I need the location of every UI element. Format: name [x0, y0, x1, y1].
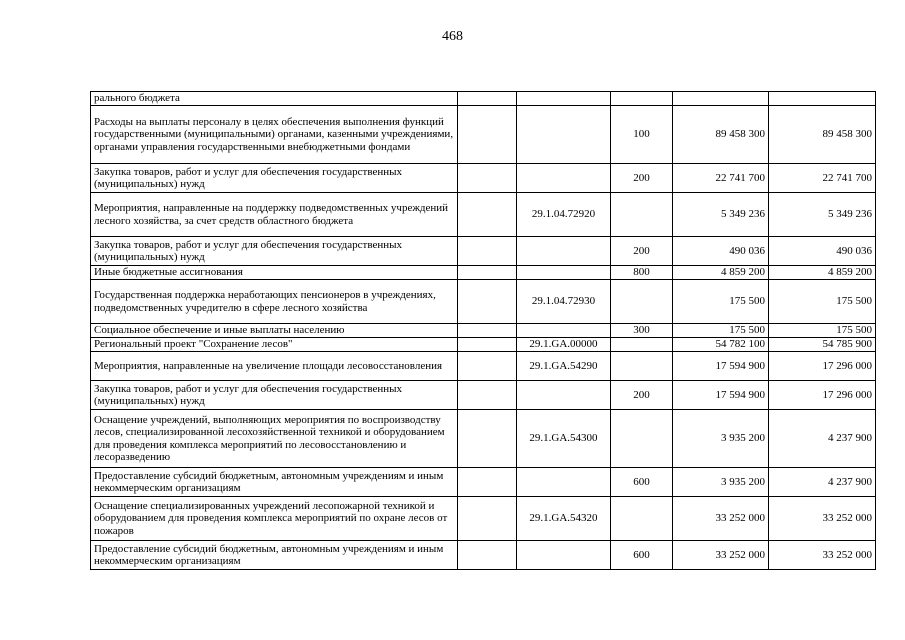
target-article-cell: [517, 106, 611, 164]
table-row: [91, 381, 876, 410]
amount-year2-cell: 4 237 900: [769, 468, 876, 497]
amount-year2-cell: 89 458 300: [769, 106, 876, 164]
section-cell: [458, 381, 517, 410]
expense-type-cell: [611, 280, 673, 324]
expense-name-cell: Социальное обеспечение и иные выплаты населению: [91, 324, 458, 338]
amount-year2-cell: 17 296 000: [769, 381, 876, 410]
table-row: [91, 193, 876, 237]
amount-year1-cell: 490 036: [673, 237, 769, 266]
target-article-cell: [517, 468, 611, 497]
section-cell: [458, 92, 517, 106]
amount-year1-cell: 4 859 200: [673, 266, 769, 280]
section-cell: [458, 541, 517, 570]
expense-name-cell: Закупка товаров, работ и услуг для обеспечения государственных (муниципальных) нужд: [91, 381, 458, 410]
expense-name-cell: Закупка товаров, работ и услуг для обеспечения государственных (муниципальных) нужд: [91, 237, 458, 266]
amount-year1-cell: 89 458 300: [673, 106, 769, 164]
expense-type-cell: [611, 410, 673, 468]
amount-year2-cell: 175 500: [769, 280, 876, 324]
section-cell: [458, 352, 517, 381]
section-cell: [458, 324, 517, 338]
expense-name-cell: Предоставление субсидий бюджетным, автономным учреждениям и иным некоммерческим организациям: [91, 468, 458, 497]
target-article-cell: [517, 237, 611, 266]
amount-year2-cell: 17 296 000: [769, 352, 876, 381]
amount-year2-cell: 490 036: [769, 237, 876, 266]
section-cell: [458, 237, 517, 266]
section-cell: [458, 410, 517, 468]
target-article-cell: [517, 541, 611, 570]
table-row: [91, 410, 876, 468]
expense-name-cell: Предоставление субсидий бюджетным, автономным учреждениям и иным некоммерческим организациям: [91, 541, 458, 570]
table-row: [91, 497, 876, 541]
target-article-cell: 29.1.GA.54300: [517, 410, 611, 468]
target-article-cell: [517, 324, 611, 338]
target-article-cell: [517, 92, 611, 106]
table-row: [91, 324, 876, 338]
amount-year1-cell: 33 252 000: [673, 497, 769, 541]
expense-type-cell: [611, 497, 673, 541]
target-article-cell: 29.1.04.72930: [517, 280, 611, 324]
expense-type-cell: 300: [611, 324, 673, 338]
table-row: [91, 164, 876, 193]
expense-type-cell: 600: [611, 468, 673, 497]
amount-year1-cell: 175 500: [673, 324, 769, 338]
amount-year1-cell: 3 935 200: [673, 410, 769, 468]
expense-name-cell: Мероприятия, направленные на поддержку подведомственных учреждений лесного хозяйства, за счет средств областного бюджета: [91, 193, 458, 237]
section-cell: [458, 280, 517, 324]
expense-type-cell: 100: [611, 106, 673, 164]
expense-type-cell: 800: [611, 266, 673, 280]
expense-name-cell: Мероприятия, направленные на увеличение площади лесовосстановления: [91, 352, 458, 381]
amount-year1-cell: [673, 92, 769, 106]
target-article-cell: [517, 164, 611, 193]
section-cell: [458, 106, 517, 164]
target-article-cell: 29.1.GA.54290: [517, 352, 611, 381]
target-article-cell: [517, 381, 611, 410]
section-cell: [458, 468, 517, 497]
table-row: [91, 237, 876, 266]
amount-year2-cell: 54 785 900: [769, 338, 876, 352]
expense-type-cell: 200: [611, 164, 673, 193]
amount-year2-cell: 33 252 000: [769, 497, 876, 541]
section-cell: [458, 497, 517, 541]
table-row: [91, 338, 876, 352]
expense-type-cell: [611, 352, 673, 381]
expense-type-cell: 600: [611, 541, 673, 570]
expense-name-cell: Региональный проект "Сохранение лесов": [91, 338, 458, 352]
expense-name-cell: Закупка товаров, работ и услуг для обеспечения государственных (муниципальных) нужд: [91, 164, 458, 193]
budget-table: [90, 91, 876, 570]
table-row: [91, 352, 876, 381]
amount-year1-cell: 175 500: [673, 280, 769, 324]
expense-name-cell: Оснащение специализированных учреждений лесопожарной техникой и оборудованием для проведения комплекса мероприятий по охране лесов от пожаров: [91, 497, 458, 541]
amount-year1-cell: 3 935 200: [673, 468, 769, 497]
expense-name-cell: Государственная поддержка неработающих пенсионеров в учреждениях, подведомственных учредителю в сфере лесного хозяйства: [91, 280, 458, 324]
amount-year1-cell: 54 782 100: [673, 338, 769, 352]
expense-name-cell: Расходы на выплаты персоналу в целях обеспечения выполнения функций государственными (муниципальными) органами, казенными учреждениями, органами управления государственными внебюджетными фондами: [91, 106, 458, 164]
expense-type-cell: 200: [611, 237, 673, 266]
section-cell: [458, 164, 517, 193]
table-row: [91, 266, 876, 280]
amount-year1-cell: 5 349 236: [673, 193, 769, 237]
expense-type-cell: [611, 338, 673, 352]
amount-year2-cell: 4 237 900: [769, 410, 876, 468]
amount-year2-cell: 4 859 200: [769, 266, 876, 280]
page-number: 468: [442, 29, 463, 44]
section-cell: [458, 338, 517, 352]
amount-year1-cell: 17 594 900: [673, 352, 769, 381]
amount-year1-cell: 22 741 700: [673, 164, 769, 193]
amount-year2-cell: 22 741 700: [769, 164, 876, 193]
expense-name-cell: Иные бюджетные ассигнования: [91, 266, 458, 280]
target-article-cell: 29.1.GA.00000: [517, 338, 611, 352]
expense-type-cell: 200: [611, 381, 673, 410]
table-row: [91, 541, 876, 570]
expense-type-cell: [611, 92, 673, 106]
amount-year2-cell: 5 349 236: [769, 193, 876, 237]
table-row: [91, 92, 876, 106]
table-row: [91, 468, 876, 497]
budget-table-body: [91, 92, 876, 570]
amount-year2-cell: 33 252 000: [769, 541, 876, 570]
expense-name-cell: рального бюджета: [91, 92, 458, 106]
expense-type-cell: [611, 193, 673, 237]
amount-year1-cell: 17 594 900: [673, 381, 769, 410]
table-row: [91, 106, 876, 164]
amount-year2-cell: 175 500: [769, 324, 876, 338]
target-article-cell: [517, 266, 611, 280]
section-cell: [458, 266, 517, 280]
amount-year1-cell: 33 252 000: [673, 541, 769, 570]
target-article-cell: 29.1.04.72920: [517, 193, 611, 237]
table-row: [91, 280, 876, 324]
expense-name-cell: Оснащение учреждений, выполняющих мероприятия по воспроизводству лесов, специализированной лесохозяйственной техникой и оборудованием для проведения комплекса мероприятий по лесовосстановлению и лесоразведению: [91, 410, 458, 468]
section-cell: [458, 193, 517, 237]
target-article-cell: 29.1.GA.54320: [517, 497, 611, 541]
amount-year2-cell: [769, 92, 876, 106]
